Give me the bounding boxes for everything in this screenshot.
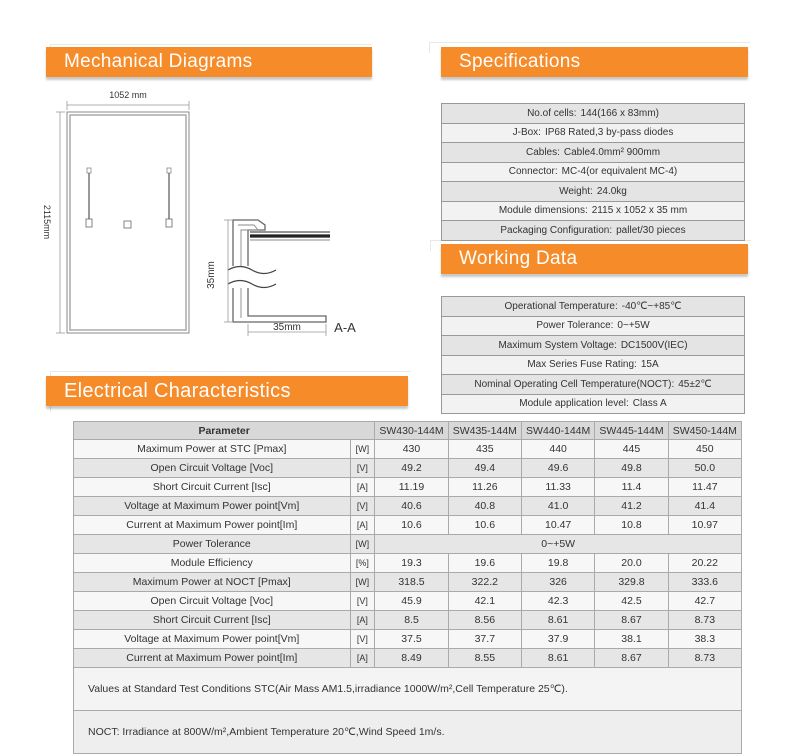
spec-row [442, 201, 745, 221]
stc-note: Values at Standard Test Conditions STC(Air Mass AM1.5,irradiance 1000W/m²,Cell Temperature 25℃). [74, 668, 742, 711]
mechanical-diagram [0, 80, 400, 380]
spec-key: Connector: [508, 166, 558, 178]
spec-value: IP68 Rated,3 by-pass diodes [544, 127, 674, 139]
value-cell: 41.4 [668, 497, 741, 516]
table-row [74, 649, 742, 668]
parameter-label: Voltage at Maximum Power point[Vm] [74, 630, 351, 649]
unit-label: [A] [350, 611, 375, 630]
spec-value: 24.0kg [596, 185, 627, 197]
tolerance-value: 0~+5W [375, 535, 742, 554]
frame-height-label: 35mm [206, 261, 217, 289]
working-data-row [442, 336, 745, 356]
spec-row-cell [442, 104, 745, 124]
parameter-label: Current at Maximum Power point[Im] [74, 516, 351, 535]
height-label: 2115mm [42, 204, 52, 240]
value-cell: 11.4 [595, 478, 668, 497]
spec-key: Maximum System Voltage: [498, 339, 617, 351]
value-cell: 8.73 [668, 611, 741, 630]
value-cell: 42.1 [448, 592, 521, 611]
value-cell: 8.56 [448, 611, 521, 630]
value-cell: 8.61 [521, 649, 594, 668]
spec-row-cell [442, 162, 745, 182]
table-row [74, 611, 742, 630]
unit-label: [A] [350, 516, 375, 535]
parameter-label: Open Circuit Voltage [Voc] [74, 592, 351, 611]
spec-value: DC1500V(IEC) [620, 339, 688, 351]
value-cell: 333.6 [668, 573, 741, 592]
table-row [74, 573, 742, 592]
value-cell: 329.8 [595, 573, 668, 592]
cable-connector-left [86, 219, 92, 227]
value-cell: 37.9 [521, 630, 594, 649]
table-row [74, 630, 742, 649]
spec-row-cell [442, 201, 745, 221]
value-cell: 8.73 [668, 649, 741, 668]
value-cell: 8.61 [521, 611, 594, 630]
value-cell: 50.0 [668, 459, 741, 478]
table-row [74, 554, 742, 573]
electrical-characteristics-heading: Electrical Characteristics [46, 376, 408, 406]
value-cell: 11.19 [375, 478, 448, 497]
table-row [74, 497, 742, 516]
spec-row-cell [442, 221, 745, 241]
working-data-row-cell [442, 297, 745, 317]
value-cell: 435 [448, 440, 521, 459]
working-data-row [442, 375, 745, 395]
value-cell: 19.3 [375, 554, 448, 573]
value-cell: 45.9 [375, 592, 448, 611]
value-cell: 20.0 [595, 554, 668, 573]
table-row [74, 516, 742, 535]
specifications-table [441, 103, 745, 241]
value-cell: 10.97 [668, 516, 741, 535]
frame-profile [226, 220, 330, 322]
value-cell: 41.2 [595, 497, 668, 516]
unit-label: [V] [350, 459, 375, 478]
spec-row [442, 123, 745, 143]
value-cell: 49.2 [375, 459, 448, 478]
spec-value: Class A [632, 398, 667, 410]
model-header: SW430-144M [375, 422, 448, 440]
parameter-label: Short Circuit Current [Isc] [74, 611, 351, 630]
value-cell: 42.7 [668, 592, 741, 611]
section-label: A-A [334, 320, 356, 335]
parameter-label: Module Efficiency [74, 554, 351, 573]
value-cell: 8.67 [595, 649, 668, 668]
parameter-label: Voltage at Maximum Power point[Vm] [74, 497, 351, 516]
value-cell: 49.8 [595, 459, 668, 478]
table-row [74, 478, 742, 497]
spec-value: 45±2℃ [678, 378, 712, 390]
spec-key: Module application level: [519, 398, 629, 410]
value-cell: 38.1 [595, 630, 668, 649]
parameter-header: Parameter [74, 422, 375, 440]
unit-label: [W] [350, 440, 375, 459]
working-data-row-cell [442, 375, 745, 395]
spec-key: Power Tolerance: [536, 320, 614, 332]
value-cell: 322.2 [448, 573, 521, 592]
specifications-heading: Specifications [441, 47, 748, 77]
spec-row-cell [442, 123, 745, 143]
value-cell: 10.6 [375, 516, 448, 535]
model-header: SW435-144M [448, 422, 521, 440]
working-data-row-cell [442, 336, 745, 356]
value-cell: 11.33 [521, 478, 594, 497]
unit-label: [V] [350, 592, 375, 611]
spec-value: Cable4.0mm² 900mm [563, 146, 661, 158]
value-cell: 11.26 [448, 478, 521, 497]
parameter-label: Current at Maximum Power point[Im] [74, 649, 351, 668]
spec-key: Module dimensions: [498, 205, 588, 217]
working-data-row-cell [442, 394, 745, 414]
value-cell: 40.8 [448, 497, 521, 516]
value-cell: 10.47 [521, 516, 594, 535]
parameter-label: Maximum Power at NOCT [Pmax] [74, 573, 351, 592]
working-data-row [442, 394, 745, 414]
spec-row [442, 143, 745, 163]
spec-key: No.of cells: [527, 107, 577, 119]
value-cell: 20.22 [668, 554, 741, 573]
cable-connector-right [166, 219, 172, 227]
value-cell: 19.8 [521, 554, 594, 573]
working-data-table [441, 296, 745, 414]
spec-value: 0~+5W [617, 320, 650, 332]
working-data-row [442, 355, 745, 375]
value-cell: 8.55 [448, 649, 521, 668]
spec-key: Max Series Fuse Rating: [527, 359, 637, 371]
table-header-row [74, 422, 742, 440]
table-row [74, 440, 742, 459]
unit-label: [V] [350, 630, 375, 649]
spec-row [442, 162, 745, 182]
spec-value: 144(166 x 83mm) [580, 107, 659, 119]
value-cell: 430 [375, 440, 448, 459]
spec-key: Nominal Operating Cell Temperature(NOCT): [474, 378, 675, 390]
value-cell: 10.8 [595, 516, 668, 535]
spec-row-cell [442, 182, 745, 202]
spec-row [442, 104, 745, 124]
working-data-heading: Working Data [441, 244, 748, 274]
value-cell: 37.5 [375, 630, 448, 649]
note-row [74, 711, 742, 754]
value-cell: 445 [595, 440, 668, 459]
spec-value: 2115 x 1052 x 35 mm [591, 205, 688, 217]
parameter-label: Power Tolerance [74, 535, 351, 554]
value-cell: 450 [668, 440, 741, 459]
working-data-row-cell [442, 316, 745, 336]
unit-label: [A] [350, 649, 375, 668]
working-data-row [442, 316, 745, 336]
value-cell: 41.0 [521, 497, 594, 516]
working-data-row [442, 297, 745, 317]
value-cell: 11.47 [668, 478, 741, 497]
unit-label: [%] [350, 554, 375, 573]
spec-row-cell [442, 143, 745, 163]
model-header: SW445-144M [595, 422, 668, 440]
working-data-row-cell [442, 355, 745, 375]
spec-key: J-Box: [512, 127, 541, 139]
mechanical-diagrams-heading: Mechanical Diagrams [46, 47, 372, 77]
width-label: 1052 mm [109, 90, 147, 100]
electrical-characteristics-table [73, 421, 742, 754]
spec-key: Cables: [525, 146, 560, 158]
parameter-label: Maximum Power at STC [Pmax] [74, 440, 351, 459]
value-cell: 440 [521, 440, 594, 459]
spec-row [442, 182, 745, 202]
value-cell: 8.49 [375, 649, 448, 668]
spec-value: -40℃~+85℃ [621, 300, 682, 312]
spec-value: MC-4(or equivalent MC-4) [561, 166, 678, 178]
value-cell: 49.4 [448, 459, 521, 478]
spec-key: Weight: [559, 185, 593, 197]
junction-box [124, 221, 131, 228]
table-row [74, 535, 742, 554]
unit-label: [W] [350, 535, 375, 554]
spec-value: pallet/30 pieces [616, 224, 686, 236]
spec-row [442, 221, 745, 241]
model-header: SW450-144M [668, 422, 741, 440]
model-header: SW440-144M [521, 422, 594, 440]
value-cell: 40.6 [375, 497, 448, 516]
unit-label: [V] [350, 497, 375, 516]
parameter-label: Short Circuit Current [Isc] [74, 478, 351, 497]
frame-width-label: 35mm [273, 322, 301, 333]
value-cell: 8.5 [375, 611, 448, 630]
note-row [74, 668, 742, 711]
noct-note: NOCT: Irradiance at 800W/m²,Ambient Temperature 20℃,Wind Speed 1m/s. [74, 711, 742, 754]
value-cell: 42.5 [595, 592, 668, 611]
parameter-label: Open Circuit Voltage [Voc] [74, 459, 351, 478]
value-cell: 42.3 [521, 592, 594, 611]
value-cell: 326 [521, 573, 594, 592]
unit-label: [A] [350, 478, 375, 497]
table-row [74, 459, 742, 478]
value-cell: 38.3 [668, 630, 741, 649]
spec-key: Operational Temperature: [504, 300, 618, 312]
value-cell: 318.5 [375, 573, 448, 592]
unit-label: [W] [350, 573, 375, 592]
value-cell: 37.7 [448, 630, 521, 649]
value-cell: 19.6 [448, 554, 521, 573]
spec-key: Packaging Configuration: [500, 224, 613, 236]
value-cell: 10.6 [448, 516, 521, 535]
value-cell: 8.67 [595, 611, 668, 630]
table-row [74, 592, 742, 611]
value-cell: 49.6 [521, 459, 594, 478]
spec-value: 15A [640, 359, 659, 371]
